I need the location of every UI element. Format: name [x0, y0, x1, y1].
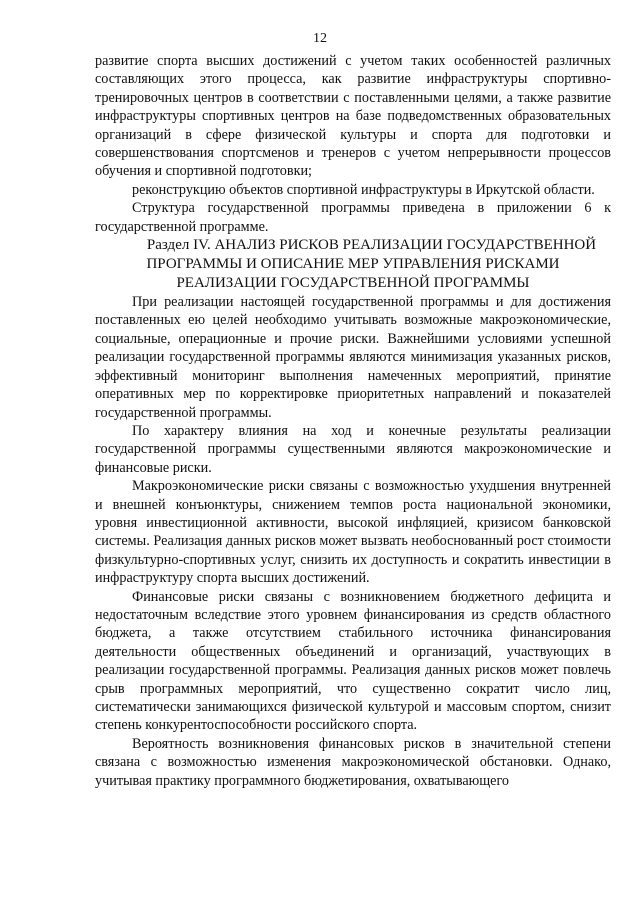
paragraph-risk-types: По характеру влияния на ход и конечные результаты реализации государственной программы существенными являются макроэкономические и финансовые риски. — [95, 422, 611, 476]
paragraph-program-structure: Структура государственной программы приведена в приложении 6 к государственной программе. — [95, 200, 611, 235]
paragraph-sport-development: развитие спорта высших достижений с учетом таких особенностей различных составляющих этого процесса, как развитие инфраструктуры спортивно-тренировочных центров в соответствии с поставленными целями, а также развитие инфраструктуры спортивных центров на базе подведомственных образовательных организаций в сфере физической культуры и спорта для подготовки и совершенствования спортсменов и тренеров с учетом непрерывности процессов обучения и спортивной подготовки; — [95, 53, 611, 180]
paragraph-reconstruction: реконструкцию объектов спортивной инфраструктуры в Иркутской области. — [132, 181, 595, 198]
section-title: Раздел IV. АНАЛИЗ РИСКОВ РЕАЛИЗАЦИИ ГОСУДАРСТВЕННОЙ ПРОГРАММЫ И ОПИСАНИЕ МЕР УПРАВЛЕНИЯ РИСКАМИ РЕАЛИЗАЦИИ ГОСУДАРСТВЕННОЙ ПРОГРАММЫ — [146, 237, 597, 292]
paragraph-macroeconomic-risks: Макроэкономические риски связаны с возможностью ухудшения внутренней и внешней конъюнктуры, снижением темпов роста национальной экономики, уровня инвестиционной активности, высокой инфляцией, кризисом банковской системы. Реализация данных рисков может вызвать необоснованный рост стоимости физкультурно-спортивных услуг, снизить их доступность и сократить инвестиции в инфраструктуру спорта высших достижений. — [95, 478, 611, 587]
paragraph-risks-intro: При реализации настоящей государственной программы и для достижения поставленных ею целей необходимо учитывать возможные макроэкономические, социальные, операционные и прочие риски. Важнейшими условиями успешной реализации государственной программы являются минимизация указанных рисков, эффективный мониторинг выполнения намеченных мероприятий, принятие оперативных мер по корректировке приоритетных направлений и показателей государственной программы. — [95, 294, 611, 421]
page-number: 12 — [313, 31, 327, 46]
document-body — [95, 52, 611, 790]
paragraph-financial-risks: Финансовые риски связаны с возникновением бюджетного дефицита и недостаточным вследствие этого уровнем финансирования из средств областного бюджета, а также отсутствием стабильного источника финансирования деятельности общественных объединений и организаций, участвующих в реализации государственной программы. Реализация данных рисков может повлечь срыв программных мероприятий, что существенно сократит число лиц, систематически занимающихся физической культурой и массовым спортом, снизит степень конкурентоспособности российского спорта. — [95, 588, 611, 734]
paragraph-financial-risk-probability: Вероятность возникновения финансовых рисков в значительной степени связана с возможностью изменения макроэкономической обстановки. Однако, учитывая практику программного бюджетирования, охватывающего — [95, 735, 611, 789]
